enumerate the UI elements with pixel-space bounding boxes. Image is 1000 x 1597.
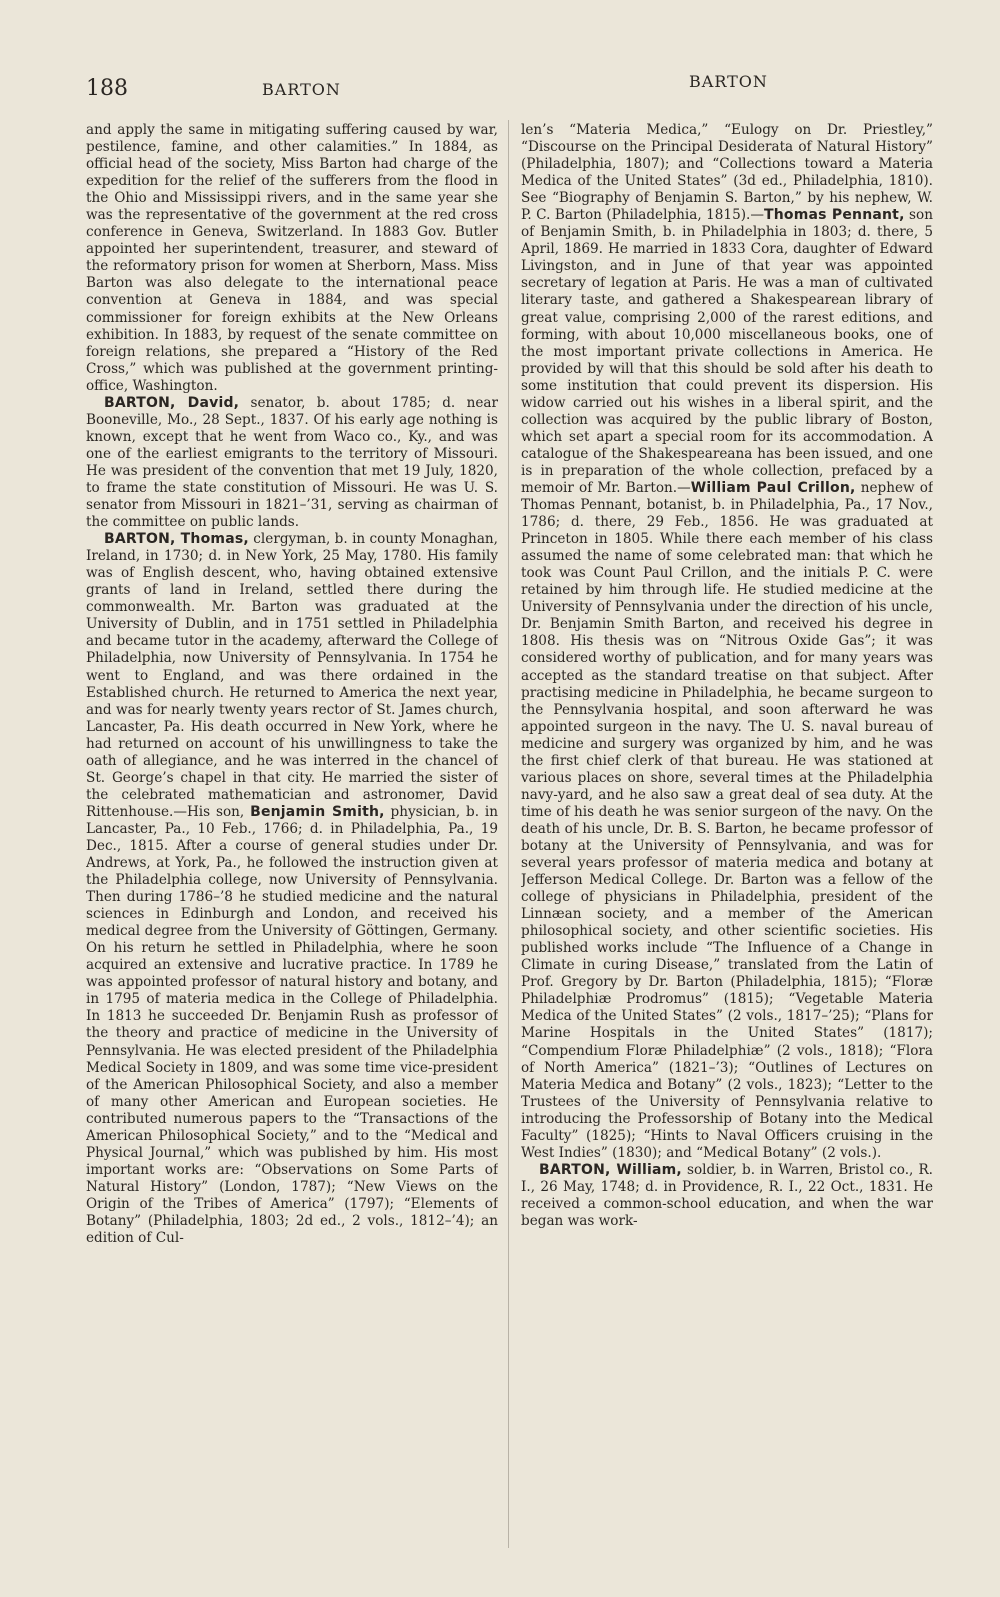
- page-number: 188: [86, 76, 128, 101]
- entry-william-barton: [521, 1162, 933, 1230]
- entry-david-barton: [86, 395, 498, 531]
- entry-text: son of Benjamin Smith, b. in Philadelphia in 1803; d. there, 5 April, 1869. He married in 1833 Cora, daughter of Edward Livingston, and in June of that year was appointed secretary of legation at Paris. He was a man of cultivated literary taste, and gathered a Shakespearean library of great value, comprising 2,000 of the rarest editions, and forming, with about 10,000 miscellaneous books, one of the most important private collections in America. He provided by will that this should be sold after his death to some institution that could prevent its dispersion. His widow carried out his wishes in a liberal spirit, and the collection was acquired by the public library of Boston, which set apart a special room for its accommodation. A catalogue of the Shakespeareana has been issued, and one is in preparation of the whole collection, prefaced by a memoir of Mr. Barton.—: [521, 207, 933, 496]
- page-header: [0, 72, 1000, 112]
- left-column: [86, 122, 498, 1552]
- headword-thomas: BARTON, Thomas,: [104, 531, 249, 548]
- entry-text: senator, b. about 1785; d. near Booneville, Mo., 28 Sept., 1837. Of his early age nothing is known, except that he went from Waco co., Ky., and was one of the earliest emigrants to the territory of Missouri. He was president of the convention that met 19 July, 1820, to frame the state constitution of Missouri. He was U. S. senator from Missouri in 1821–’31, serving as chairman of the committee on public lands.: [86, 394, 498, 531]
- headword-thomas-pennant: Thomas Pennant,: [763, 207, 905, 224]
- headword-william-paul-crillon: William Paul Crillon,: [690, 479, 856, 496]
- running-head-right: BARTON: [689, 72, 768, 91]
- headword-david: BARTON, David,: [104, 394, 240, 411]
- entry-text: physician, b. in Lancaster, Pa., 10 Feb., 1766; d. in Philadelphia, Pa., 19 Dec., 1815. After a course of general studies under Dr. Andrews, at York, Pa., he followed the instruction given at the Philadelphia college, now University of Pennsylvania. Then during 1786–’8 he studied medicine and the natural sciences in Edinburgh and London, and received his medical degree from the University of Göttingen, Germany. On his return he settled in Philadelphia, where he soon acquired an extensive and lucrative practice. In 1789 he was appointed professor of natural history and botany, and in 1795 of materia medica in the College of Philadelphia. In 1813 he succeeded Dr. Benjamin Rush as professor of the theory and practice of medicine in the University of Pennsylvania. He was elected president of the Philadelphia Medical Society in 1809, and was some time vice-president of the American Philosophical Society, and also a member of many other American and European societies. He contributed numerous papers to the “Transactions of the American Philosophical Society,” and to the “Medical and Physical Journal,” which was published by him. His most important works are: “Observations on Some Parts of Natural History” (London, 1787); “New Views on the Origin of the Tribes of America” (1797); “Elements of Botany” (Philadelphia, 1803; 2d ed., 2 vols., 1812–’4); an edition of Cul-: [86, 803, 498, 1247]
- entry-text: clergyman, b. in county Monaghan, Ireland, in 1730; d. in New York, 25 May, 1780. His family was of English descent, who, having obtained extensive grants of land in Ireland, settled there during the commonwealth. Mr. Barton was graduated at the University of Dublin, and in 1751 settled in Philadelphia and became tutor in the academy, afterward the College of Philadelphia, now University of Pennsylvania. In 1754 he went to England, and was there ordained in the Established church. He returned to America the next year, and was for nearly twenty years rector of St. James church, Lancaster, Pa. His death occurred in New York, where he had returned on account of his unwillingness to take the oath of allegiance, and he was interred in the chancel of St. George’s chapel in that city. He married the sister of the celebrated mathematician and astronomer, David Rittenhouse.—His son,: [86, 531, 498, 820]
- right-column: [521, 122, 933, 1552]
- headword-william: BARTON, William,: [539, 1161, 682, 1178]
- entry-text: len’s “Materia Medica,” “Eulogy on Dr. Priestley,” “Discourse on the Principal Desiderata of Natural History” (Philadelphia, 1807); and “Collections toward a Materia Medica of the United States” (3d ed., Philadelphia, 1810). See “Biography of Benjamin S. Barton,” by his nephew, W. P. C. Barton (Philadelphia, 1815).—: [521, 122, 933, 224]
- paragraph-benjamin-continued: [521, 122, 933, 1162]
- entry-text: soldier, b. in Warren, Bristol co., R. I., 26 May, 1748; d. in Providence, R. I., 22 Oct., 1831. He received a common-school education, and when the war began was work-: [521, 1161, 933, 1229]
- headword-benjamin-smith: Benjamin Smith,: [250, 803, 385, 820]
- paragraph-clara-continued: and apply the same in mitigating suffering caused by war, pestilence, famine, and other calamities.” In 1884, as official head of the society, Miss Barton had charge of the expedition for the relief of the sufferers from the flood in the Ohio and Mississippi rivers, and in the same year she was the representative of the government at the red cross conference in Geneva, Switzerland. In 1883 Gov. Butler appointed her superintendent, treasurer, and steward of the reformatory prison for women at Sherborn, Mass. Miss Barton was also delegate to the international peace convention at Geneva in 1884, and was special commissioner for foreign exhibits at the New Orleans exhibition. In 1883, by request of the senate committee on foreign relations, she prepared a “History of the Red Cross,” which was published at the government printing-office, Washington.: [86, 122, 498, 394]
- entry-thomas-barton: [86, 531, 498, 1247]
- entry-text: nephew of Thomas Pennant, botanist, b. in Philadelphia, Pa., 17 Nov., 1786; d. there, 29 Feb., 1856. He was graduated at Princeton in 1805. While there each member of his class assumed the name of some celebrated man: that which he took was Count Paul Crillon, and the initials P. C. were retained by him through life. He studied medicine at the University of Pennsylvania under the direction of his uncle, Dr. Benjamin Smith Barton, and received his degree in 1808. His thesis was on “Nitrous Oxide Gas”; it was considered worthy of publication, and for many years was accepted as the standard treatise on that subject. After practising medicine in Philadelphia, he became surgeon to the Pennsylvania hospital, and soon afterward he was appointed surgeon in the navy. The U. S. naval bureau of medicine and surgery was organized by him, and he was the first chief clerk of that bureau. He was stationed at various places on shore, several times at the Philadelphia navy-yard, and he also saw a great deal of sea duty. At the time of his death he was senior surgeon of the navy. On the death of his uncle, Dr. B. S. Barton, he became professor of botany at the University of Pennsylvania, and was for several years professor of materia medica and botany at Jefferson Medical College. Dr. Barton was a fellow of the college of physicians in Philadelphia, president of the Linnæan society, and a member of the American philosophical society, and other scientific societies. His published works include “The Influence of a Change in Climate in curing Disease,” translated from the Latin of Prof. Gregory by Dr. Barton (Philadelphia, 1815); “Floræ Philadelphiæ Prodromus” (1815); “Vegetable Materia Medica of the United States” (2 vols., 1817–’25); “Plans for Marine Hospitals in the United States” (1817); “Compendium Floræ Philadelphiæ” (2 vols., 1818); “Flora of North America” (1821–’3); “Outlines of Lectures on Materia Medica and Botany” (2 vols., 1823); “Letter to the Trustees of the University of Pennsylvania relative to introducing the Professorship of Botany into the Medical Faculty” (1825); “Hints to Naval Officers cruising in the West Indies” (1830); and “Medical Botany” (2 vols.).: [521, 479, 933, 1161]
- column-divider: [508, 120, 509, 1548]
- running-head-left: BARTON: [262, 80, 341, 99]
